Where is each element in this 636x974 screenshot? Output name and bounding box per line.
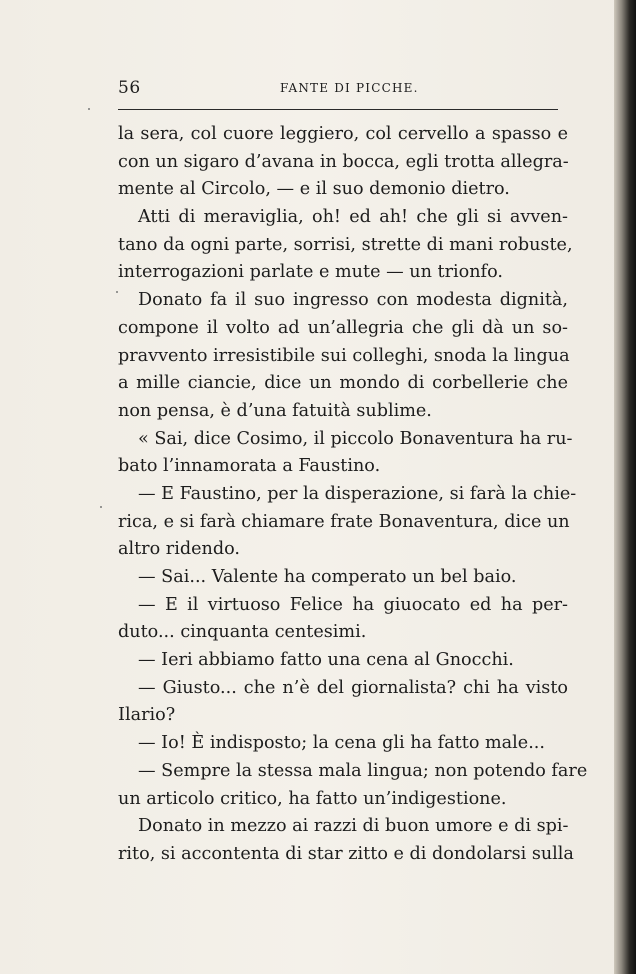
text-line: — Ieri abbiamo fatto una cena al Gnocchi. — [138, 650, 514, 671]
text-line: a mille ciancie, dice un mondo di corbellerie che — [118, 373, 568, 394]
page-binding-edge — [614, 0, 636, 974]
text-line: interrogazioni parlate e mute — un trionfo. — [118, 262, 503, 283]
text-line: « Sai, dice Cosimo, il piccolo Bonaventura ha ru- — [138, 428, 573, 449]
paper-speck — [116, 291, 118, 293]
header-rule — [118, 109, 558, 110]
text-line: mente al Circolo, — e il suo demonio dietro. — [118, 179, 510, 200]
text-line: la sera, col cuore leggiero, col cervello a spasso e — [118, 124, 568, 144]
paper-speck — [100, 506, 102, 508]
text-line: Ilario? — [118, 705, 176, 726]
text-line: con un sigaro d’avana in bocca, egli trotta allegra- — [118, 151, 569, 172]
text-line: — Sempre la stessa mala lingua; non potendo fare — [138, 760, 588, 781]
text-line: duto... cinquanta centesimi. — [118, 622, 367, 643]
text-line: pravvento irresistibile sui colleghi, snoda la lingua — [118, 345, 570, 366]
text-line: Donato fa il suo ingresso con modesta dignità, — [138, 290, 568, 311]
text-line: Atti di meraviglia, oh! ed ah! che gli si avven- — [138, 207, 568, 228]
text-line: — Sai... Valente ha comperato un bel baio. — [138, 567, 517, 587]
text-line: — Giusto... che n’è del giornalista? chi ha visto — [138, 677, 568, 698]
page-number: 56 — [118, 78, 141, 98]
text-line: bato l’innamorata a Faustino. — [118, 456, 381, 477]
page-header-title: FANTE DI PICCHE. — [280, 81, 419, 95]
running-head — [118, 78, 566, 102]
text-line: Donato in mezzo ai razzi di buon umore e di spi- — [138, 816, 569, 837]
text-line: altro ridendo. — [118, 539, 240, 560]
text-line: un articolo critico, ha fatto un’indigestione. — [118, 788, 507, 809]
text-line: compone il volto ad un’allegria che gli dà un so- — [118, 317, 568, 338]
text-line: — Io! È indisposto; la cena gli ha fatto male... — [138, 733, 545, 754]
text-line: rica, e si farà chiamare frate Bonaventura, dice un — [118, 511, 570, 532]
text-line: — E Faustino, per la disperazione, si farà la chie- — [138, 483, 577, 504]
paper-speck — [88, 108, 90, 110]
text-line: rito, si accontenta di star zitto e di dondolarsi sulla — [118, 843, 574, 864]
body-text — [118, 121, 588, 869]
text-line: non pensa, è d’una fatuità sublime. — [118, 400, 432, 421]
text-line: tano da ogni parte, sorrisi, strette di mani robuste, — [118, 234, 573, 255]
text-line: — E il virtuoso Felice ha giuocato ed ha per- — [138, 594, 568, 615]
